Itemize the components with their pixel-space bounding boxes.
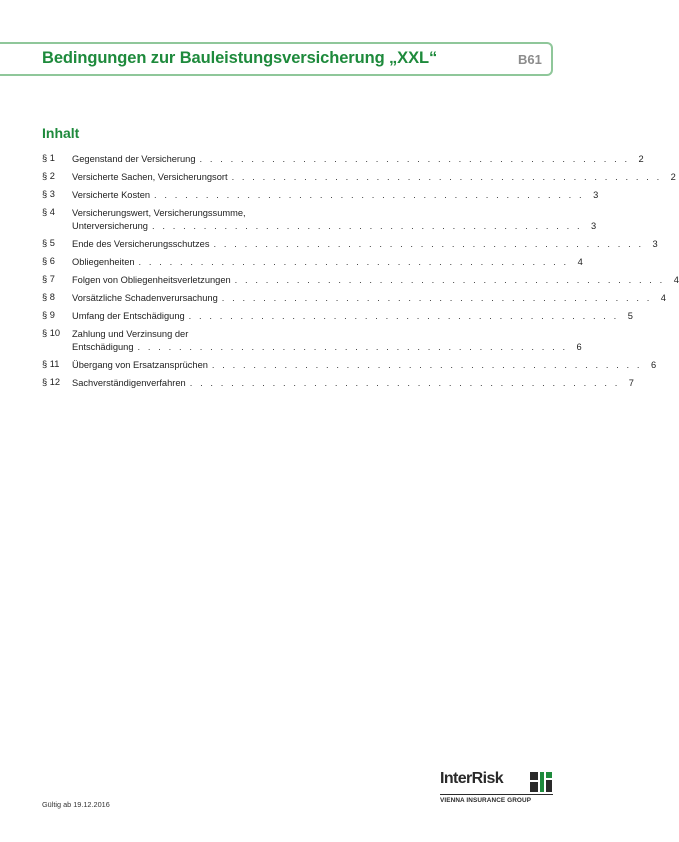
toc-entry-body <box>72 310 633 323</box>
document-title: Bedingungen zur Bauleistungsversicherung „XXL“ <box>42 49 438 67</box>
toc-entry-page: 7 <box>628 378 634 388</box>
toc-entry <box>42 153 644 166</box>
toc-entry-number: § 12 <box>42 377 61 387</box>
toc-entry-line <box>72 238 658 251</box>
toc-entry-page: 2 <box>670 172 676 182</box>
toc-entry-title: Vorsätzliche Schadenverursachung <box>72 293 218 303</box>
toc-entry-number: § 4 <box>42 207 55 217</box>
toc-entry-title: Umfang der Entschädigung <box>72 311 185 321</box>
toc-entry-body <box>72 359 656 372</box>
toc-entry-line <box>72 220 596 233</box>
logo-rule <box>440 794 553 795</box>
toc-entry-body <box>72 377 634 390</box>
toc-entry-page: 3 <box>593 190 599 200</box>
toc-entry-page: 3 <box>590 221 597 231</box>
toc-entry-line <box>72 310 633 323</box>
toc-entry-line <box>72 377 634 390</box>
toc-entry-number: § 6 <box>42 256 55 266</box>
toc-leader-dots <box>189 310 619 323</box>
toc-leader-dots <box>190 377 620 390</box>
toc-entry <box>42 359 657 372</box>
logo-mark-icon <box>530 772 552 792</box>
toc-entry-title: Unterversicherung <box>72 221 148 231</box>
toc-entry-number: § 10 <box>42 328 61 338</box>
toc-entry <box>42 207 597 233</box>
toc-entry-title: Folgen von Obliegenheitsverletzungen <box>72 275 231 285</box>
toc-entry-title: Versicherungswert, Versicherungssumme, <box>72 208 246 218</box>
toc-entry <box>42 256 583 269</box>
toc-leader-dots <box>139 256 569 269</box>
toc-entry <box>42 171 676 184</box>
toc-entry-number: § 1 <box>42 153 55 163</box>
toc-entry-body <box>72 274 679 287</box>
toc-entry-number: § 11 <box>42 359 60 369</box>
toc-entry-page: 4 <box>673 275 679 285</box>
toc-heading: Inhalt <box>42 125 80 141</box>
toc-entry-number: § 3 <box>42 189 55 199</box>
toc-entry-page: 4 <box>660 293 666 303</box>
toc-entry-body <box>72 153 644 166</box>
toc-leader-dots <box>232 171 662 184</box>
toc-entry-page: 5 <box>627 311 633 321</box>
toc-entry-body <box>72 207 596 233</box>
toc-leader-dots <box>213 238 643 251</box>
interrisk-logo <box>440 770 555 810</box>
toc-entry-title: Sachverständigenverfahren <box>72 378 186 388</box>
toc-entry <box>42 189 599 202</box>
validity-date: Gültig ab 19.12.2016 <box>42 800 110 809</box>
toc-entry-line <box>72 207 596 220</box>
toc-entry-title: Ende des Versicherungsschutzes <box>72 239 210 249</box>
toc-entry-body <box>72 292 666 305</box>
toc-entry-body <box>72 171 676 184</box>
toc-entry-line <box>72 189 598 202</box>
toc-entry-title: Übergang von Ersatzansprüchen <box>72 360 208 370</box>
toc-entry-title: Entschädigung <box>72 342 134 352</box>
toc-entry-page: 3 <box>652 239 658 249</box>
toc-leader-dots <box>235 274 665 287</box>
toc-entry-line <box>72 328 582 341</box>
toc-entry-page: 2 <box>638 154 644 164</box>
toc-entry-number: § 9 <box>42 310 55 320</box>
toc-entry <box>42 310 633 323</box>
toc-entry-title: Gegenstand der Versicherung <box>72 154 196 164</box>
toc-entry-line <box>72 274 679 287</box>
toc-entry-page: 4 <box>577 257 583 267</box>
toc-entry-line <box>72 256 583 269</box>
toc-entry-title: Versicherte Sachen, Versicherungsort <box>72 172 228 182</box>
toc-entry <box>42 377 634 390</box>
toc-entry-number: § 5 <box>42 238 55 248</box>
toc-leader-dots <box>138 341 568 354</box>
toc-entry-title: Versicherte Kosten <box>72 190 151 200</box>
toc-entry-line <box>72 341 582 354</box>
toc-leader-dots <box>152 220 582 233</box>
toc-entry-number: § 2 <box>42 171 55 181</box>
toc-entry-page: 6 <box>650 360 657 370</box>
toc-entry <box>42 292 666 305</box>
toc-leader-dots <box>154 189 584 202</box>
toc-entry-title: Zahlung und Verzinsung der <box>72 329 189 339</box>
toc-entry-line <box>72 171 676 184</box>
toc-entry-line <box>72 292 666 305</box>
logo-tagline: VIENNA INSURANCE GROUP <box>440 797 532 804</box>
toc-entry-line <box>72 359 656 372</box>
toc-entry-line <box>72 153 644 166</box>
toc-entry-number: § 7 <box>42 274 55 284</box>
document-code: B61 <box>518 52 542 67</box>
toc-leader-dots <box>200 153 630 166</box>
toc-entry-title: Obliegenheiten <box>72 257 135 267</box>
logo-name: InterRisk <box>440 770 504 787</box>
toc-entry <box>42 274 679 287</box>
toc-entry-body <box>72 238 658 251</box>
toc-entry-page: 6 <box>576 342 582 352</box>
toc-leader-dots <box>212 359 642 372</box>
table-of-contents <box>42 153 679 395</box>
toc-leader-dots <box>222 292 652 305</box>
toc-entry-number: § 8 <box>42 292 55 302</box>
toc-entry-body <box>72 189 598 202</box>
toc-entry-body <box>72 328 582 354</box>
toc-entry <box>42 238 658 251</box>
toc-entry-body <box>72 256 583 269</box>
toc-entry <box>42 328 582 354</box>
